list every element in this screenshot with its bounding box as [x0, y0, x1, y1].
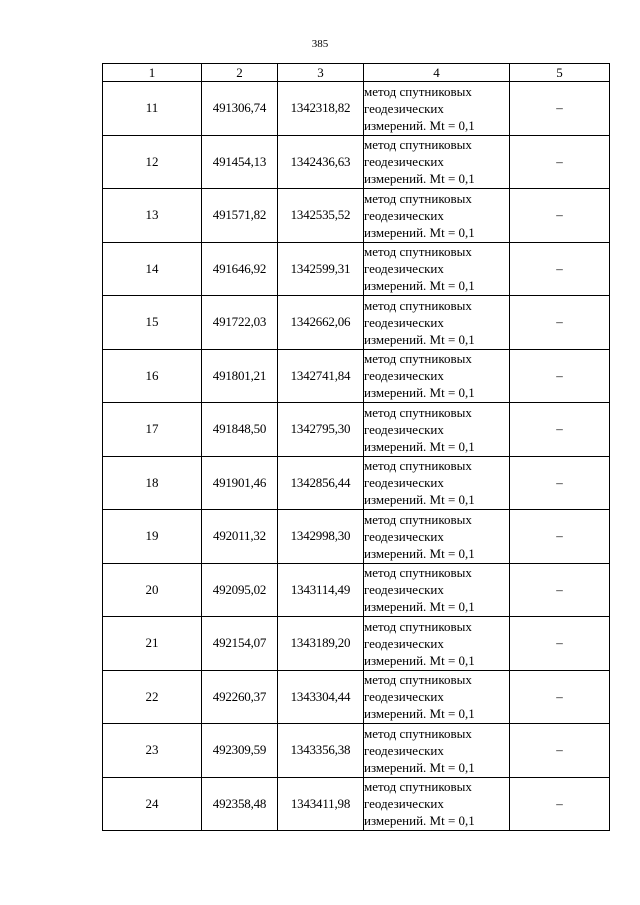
y-coordinate-cell: 1342856,44	[278, 456, 364, 510]
table-row	[103, 456, 610, 510]
method-line: измерений. Mt = 0,1	[364, 224, 475, 240]
table-row	[103, 189, 610, 243]
header-col-3: 3	[278, 64, 364, 82]
y-coordinate-cell: 1342998,30	[278, 510, 364, 564]
x-coordinate-cell: 491722,03	[202, 296, 278, 350]
x-coordinate-cell: 491454,13	[202, 135, 278, 189]
point-number-cell: 20	[103, 563, 202, 617]
y-coordinate-cell: 1342795,30	[278, 403, 364, 457]
header-row	[103, 64, 610, 82]
method-line: измерений. Mt = 0,1	[364, 171, 475, 187]
method-cell	[364, 510, 510, 564]
method-line: метод спутниковых	[364, 244, 472, 260]
x-coordinate-cell: 491646,92	[202, 242, 278, 296]
method-line: геодезических	[364, 475, 444, 491]
method-line: метод спутниковых	[364, 779, 472, 795]
method-cell	[364, 135, 510, 189]
table-row	[103, 563, 610, 617]
method-line: измерений. Mt = 0,1	[364, 813, 475, 829]
method-line: измерений. Mt = 0,1	[364, 117, 475, 133]
x-coordinate-cell: 491801,21	[202, 349, 278, 403]
note-cell: –	[510, 296, 610, 350]
method-line: метод спутниковых	[364, 672, 472, 688]
note-cell: –	[510, 724, 610, 778]
method-line: измерений. Mt = 0,1	[364, 706, 475, 722]
table-row	[103, 403, 610, 457]
x-coordinate-cell: 491571,82	[202, 189, 278, 243]
x-coordinate-cell: 492260,37	[202, 670, 278, 724]
note-cell: –	[510, 189, 610, 243]
method-cell	[364, 403, 510, 457]
method-line: геодезических	[364, 421, 444, 437]
table-row	[103, 349, 610, 403]
note-cell: –	[510, 135, 610, 189]
method-line: метод спутниковых	[364, 725, 472, 741]
y-coordinate-cell: 1342436,63	[278, 135, 364, 189]
method-line: метод спутниковых	[364, 190, 472, 206]
note-cell: –	[510, 670, 610, 724]
method-line: измерений. Mt = 0,1	[364, 438, 475, 454]
note-cell: –	[510, 563, 610, 617]
y-coordinate-cell: 1343411,98	[278, 777, 364, 831]
method-line: измерений. Mt = 0,1	[364, 331, 475, 347]
method-cell	[364, 296, 510, 350]
point-number-cell: 22	[103, 670, 202, 724]
point-number-cell: 24	[103, 777, 202, 831]
method-line: геодезических	[364, 314, 444, 330]
method-cell	[364, 563, 510, 617]
table-row	[103, 242, 610, 296]
method-line: геодезических	[364, 261, 444, 277]
page-number: 385	[311, 38, 329, 50]
x-coordinate-cell: 492358,48	[202, 777, 278, 831]
note-cell: –	[510, 510, 610, 564]
method-line: метод спутниковых	[364, 511, 472, 527]
y-coordinate-cell: 1342599,31	[278, 242, 364, 296]
method-line: метод спутниковых	[364, 458, 472, 474]
method-cell	[364, 724, 510, 778]
point-number-cell: 12	[103, 135, 202, 189]
x-coordinate-cell: 491901,46	[202, 456, 278, 510]
point-number-cell: 11	[103, 82, 202, 136]
table-row	[103, 670, 610, 724]
x-coordinate-cell: 492095,02	[202, 563, 278, 617]
point-number-cell: 15	[103, 296, 202, 350]
note-cell: –	[510, 456, 610, 510]
x-coordinate-cell: 492154,07	[202, 617, 278, 671]
method-line: измерений. Mt = 0,1	[364, 278, 475, 294]
x-coordinate-cell: 491306,74	[202, 82, 278, 136]
table-row	[103, 617, 610, 671]
y-coordinate-cell: 1342535,52	[278, 189, 364, 243]
method-line: метод спутниковых	[364, 137, 472, 153]
note-cell: –	[510, 82, 610, 136]
point-number-cell: 18	[103, 456, 202, 510]
table-row	[103, 296, 610, 350]
method-line: измерений. Mt = 0,1	[364, 545, 475, 561]
method-line: метод спутниковых	[364, 565, 472, 581]
note-cell: –	[510, 242, 610, 296]
method-cell	[364, 349, 510, 403]
method-line: измерений. Mt = 0,1	[364, 492, 475, 508]
y-coordinate-cell: 1343304,44	[278, 670, 364, 724]
point-number-cell: 13	[103, 189, 202, 243]
method-cell	[364, 82, 510, 136]
coordinates-table	[102, 63, 610, 831]
method-line: геодезических	[364, 528, 444, 544]
method-line: измерений. Mt = 0,1	[364, 599, 475, 615]
method-line: геодезических	[364, 100, 444, 116]
method-line: геодезических	[364, 582, 444, 598]
table-row	[103, 82, 610, 136]
method-line: метод спутниковых	[364, 404, 472, 420]
method-line: измерений. Mt = 0,1	[364, 759, 475, 775]
method-cell	[364, 617, 510, 671]
note-cell: –	[510, 777, 610, 831]
point-number-cell: 21	[103, 617, 202, 671]
y-coordinate-cell: 1342741,84	[278, 349, 364, 403]
table-row	[103, 510, 610, 564]
point-number-cell: 17	[103, 403, 202, 457]
point-number-cell: 16	[103, 349, 202, 403]
method-line: метод спутниковых	[364, 618, 472, 634]
y-coordinate-cell: 1343114,49	[278, 563, 364, 617]
note-cell: –	[510, 617, 610, 671]
method-line: геодезических	[364, 742, 444, 758]
table-row	[103, 135, 610, 189]
method-line: геодезических	[364, 796, 444, 812]
method-cell	[364, 670, 510, 724]
y-coordinate-cell: 1343189,20	[278, 617, 364, 671]
point-number-cell: 23	[103, 724, 202, 778]
header-col-2: 2	[202, 64, 278, 82]
method-line: геодезических	[364, 635, 444, 651]
note-cell: –	[510, 349, 610, 403]
method-line: метод спутниковых	[364, 297, 472, 313]
header-col-5: 5	[510, 64, 610, 82]
table-body	[103, 82, 610, 831]
method-cell	[364, 242, 510, 296]
x-coordinate-cell: 492309,59	[202, 724, 278, 778]
y-coordinate-cell: 1343356,38	[278, 724, 364, 778]
method-line: геодезических	[364, 368, 444, 384]
method-line: геодезических	[364, 207, 444, 223]
note-cell: –	[510, 403, 610, 457]
y-coordinate-cell: 1342662,06	[278, 296, 364, 350]
method-line: измерений. Mt = 0,1	[364, 385, 475, 401]
header-col-4: 4	[364, 64, 510, 82]
header-col-1: 1	[103, 64, 202, 82]
method-cell	[364, 189, 510, 243]
method-line: метод спутниковых	[364, 351, 472, 367]
method-line: измерений. Mt = 0,1	[364, 652, 475, 668]
table-row	[103, 724, 610, 778]
point-number-cell: 19	[103, 510, 202, 564]
method-cell	[364, 456, 510, 510]
method-line: геодезических	[364, 689, 444, 705]
point-number-cell: 14	[103, 242, 202, 296]
table-row	[103, 777, 610, 831]
y-coordinate-cell: 1342318,82	[278, 82, 364, 136]
method-line: метод спутниковых	[364, 83, 472, 99]
method-line: геодезических	[364, 154, 444, 170]
method-cell	[364, 777, 510, 831]
x-coordinate-cell: 492011,32	[202, 510, 278, 564]
x-coordinate-cell: 491848,50	[202, 403, 278, 457]
